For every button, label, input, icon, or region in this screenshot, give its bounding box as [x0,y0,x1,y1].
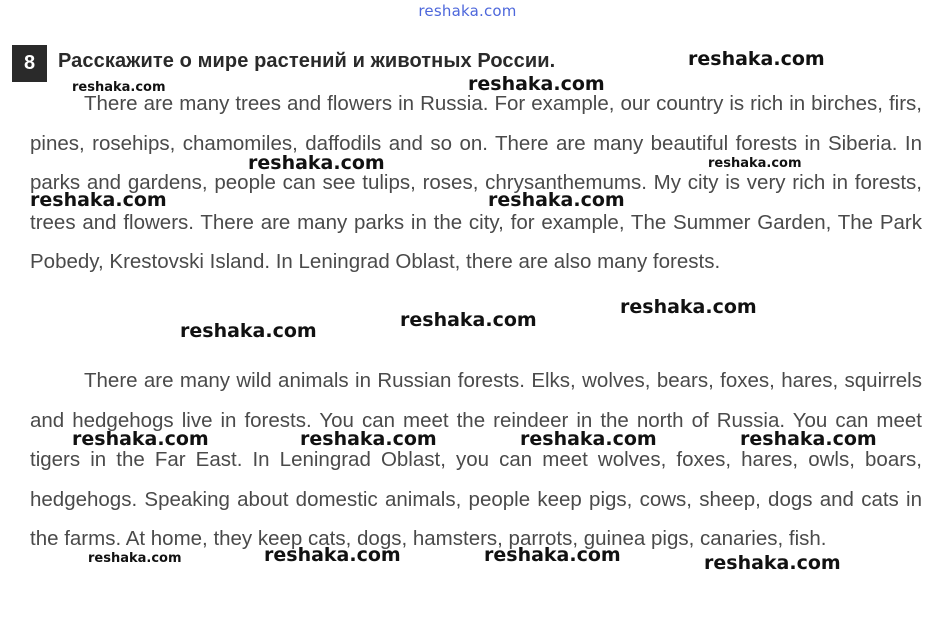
watermark: reshaka.com [300,428,437,450]
watermark: reshaka.com [688,48,825,70]
watermark: reshaka.com [704,552,841,574]
header-watermark: reshaka.com [418,2,517,20]
task-title: Расскажите о мире растений и животных России. [58,50,556,72]
watermark: reshaka.com [248,152,385,174]
watermark: reshaka.com [488,189,625,211]
watermark: reshaka.com [740,428,877,450]
watermark: reshaka.com [264,544,401,566]
watermark: reshaka.com [400,309,537,331]
watermark: reshaka.com [72,428,209,450]
paragraph-animals: There are many wild animals in Russian forests. Elks, wolves, bears, foxes, hares, squirrels and hedgehogs live in forests. You can meet the reindeer in the north of Russia. You can meet tigers in the Far East. In Leningrad Oblast, you can meet wolves, foxes, hares, owls, boars, hedgehogs. Speaking about domestic animals, people keep pigs, cows, sheep, dogs and cats in the farms. At home, they keep cats, dogs, hamsters, parrots, guinea pigs, canaries, fish. [30,369,922,550]
watermark: reshaka.com [620,296,757,318]
watermark: reshaka.com [468,73,605,95]
watermark: reshaka.com [520,428,657,450]
paragraph-plants: There are many trees and flowers in Russia. For example, our country is rich in birches, firs, pines, rosehips, chamomiles, daffodils and so on. There are many beautiful forests in Siberia. In parks and gardens, people can see tulips, roses, chrysanthemums. My city is very rich in forests, trees and flowers. There are many parks in the city, for example, The Summer Garden, The Park Pobedy, Krestovski Island. In Leningrad Oblast, there are also many forests. [30,92,922,273]
watermark: reshaka.com [30,189,167,211]
watermark: reshaka.com [72,80,166,95]
watermark: reshaka.com [180,320,317,342]
watermark: reshaka.com [88,551,182,566]
watermark: reshaka.com [708,156,802,171]
exercise-number-badge: 8 [12,45,47,82]
watermark: reshaka.com [484,544,621,566]
